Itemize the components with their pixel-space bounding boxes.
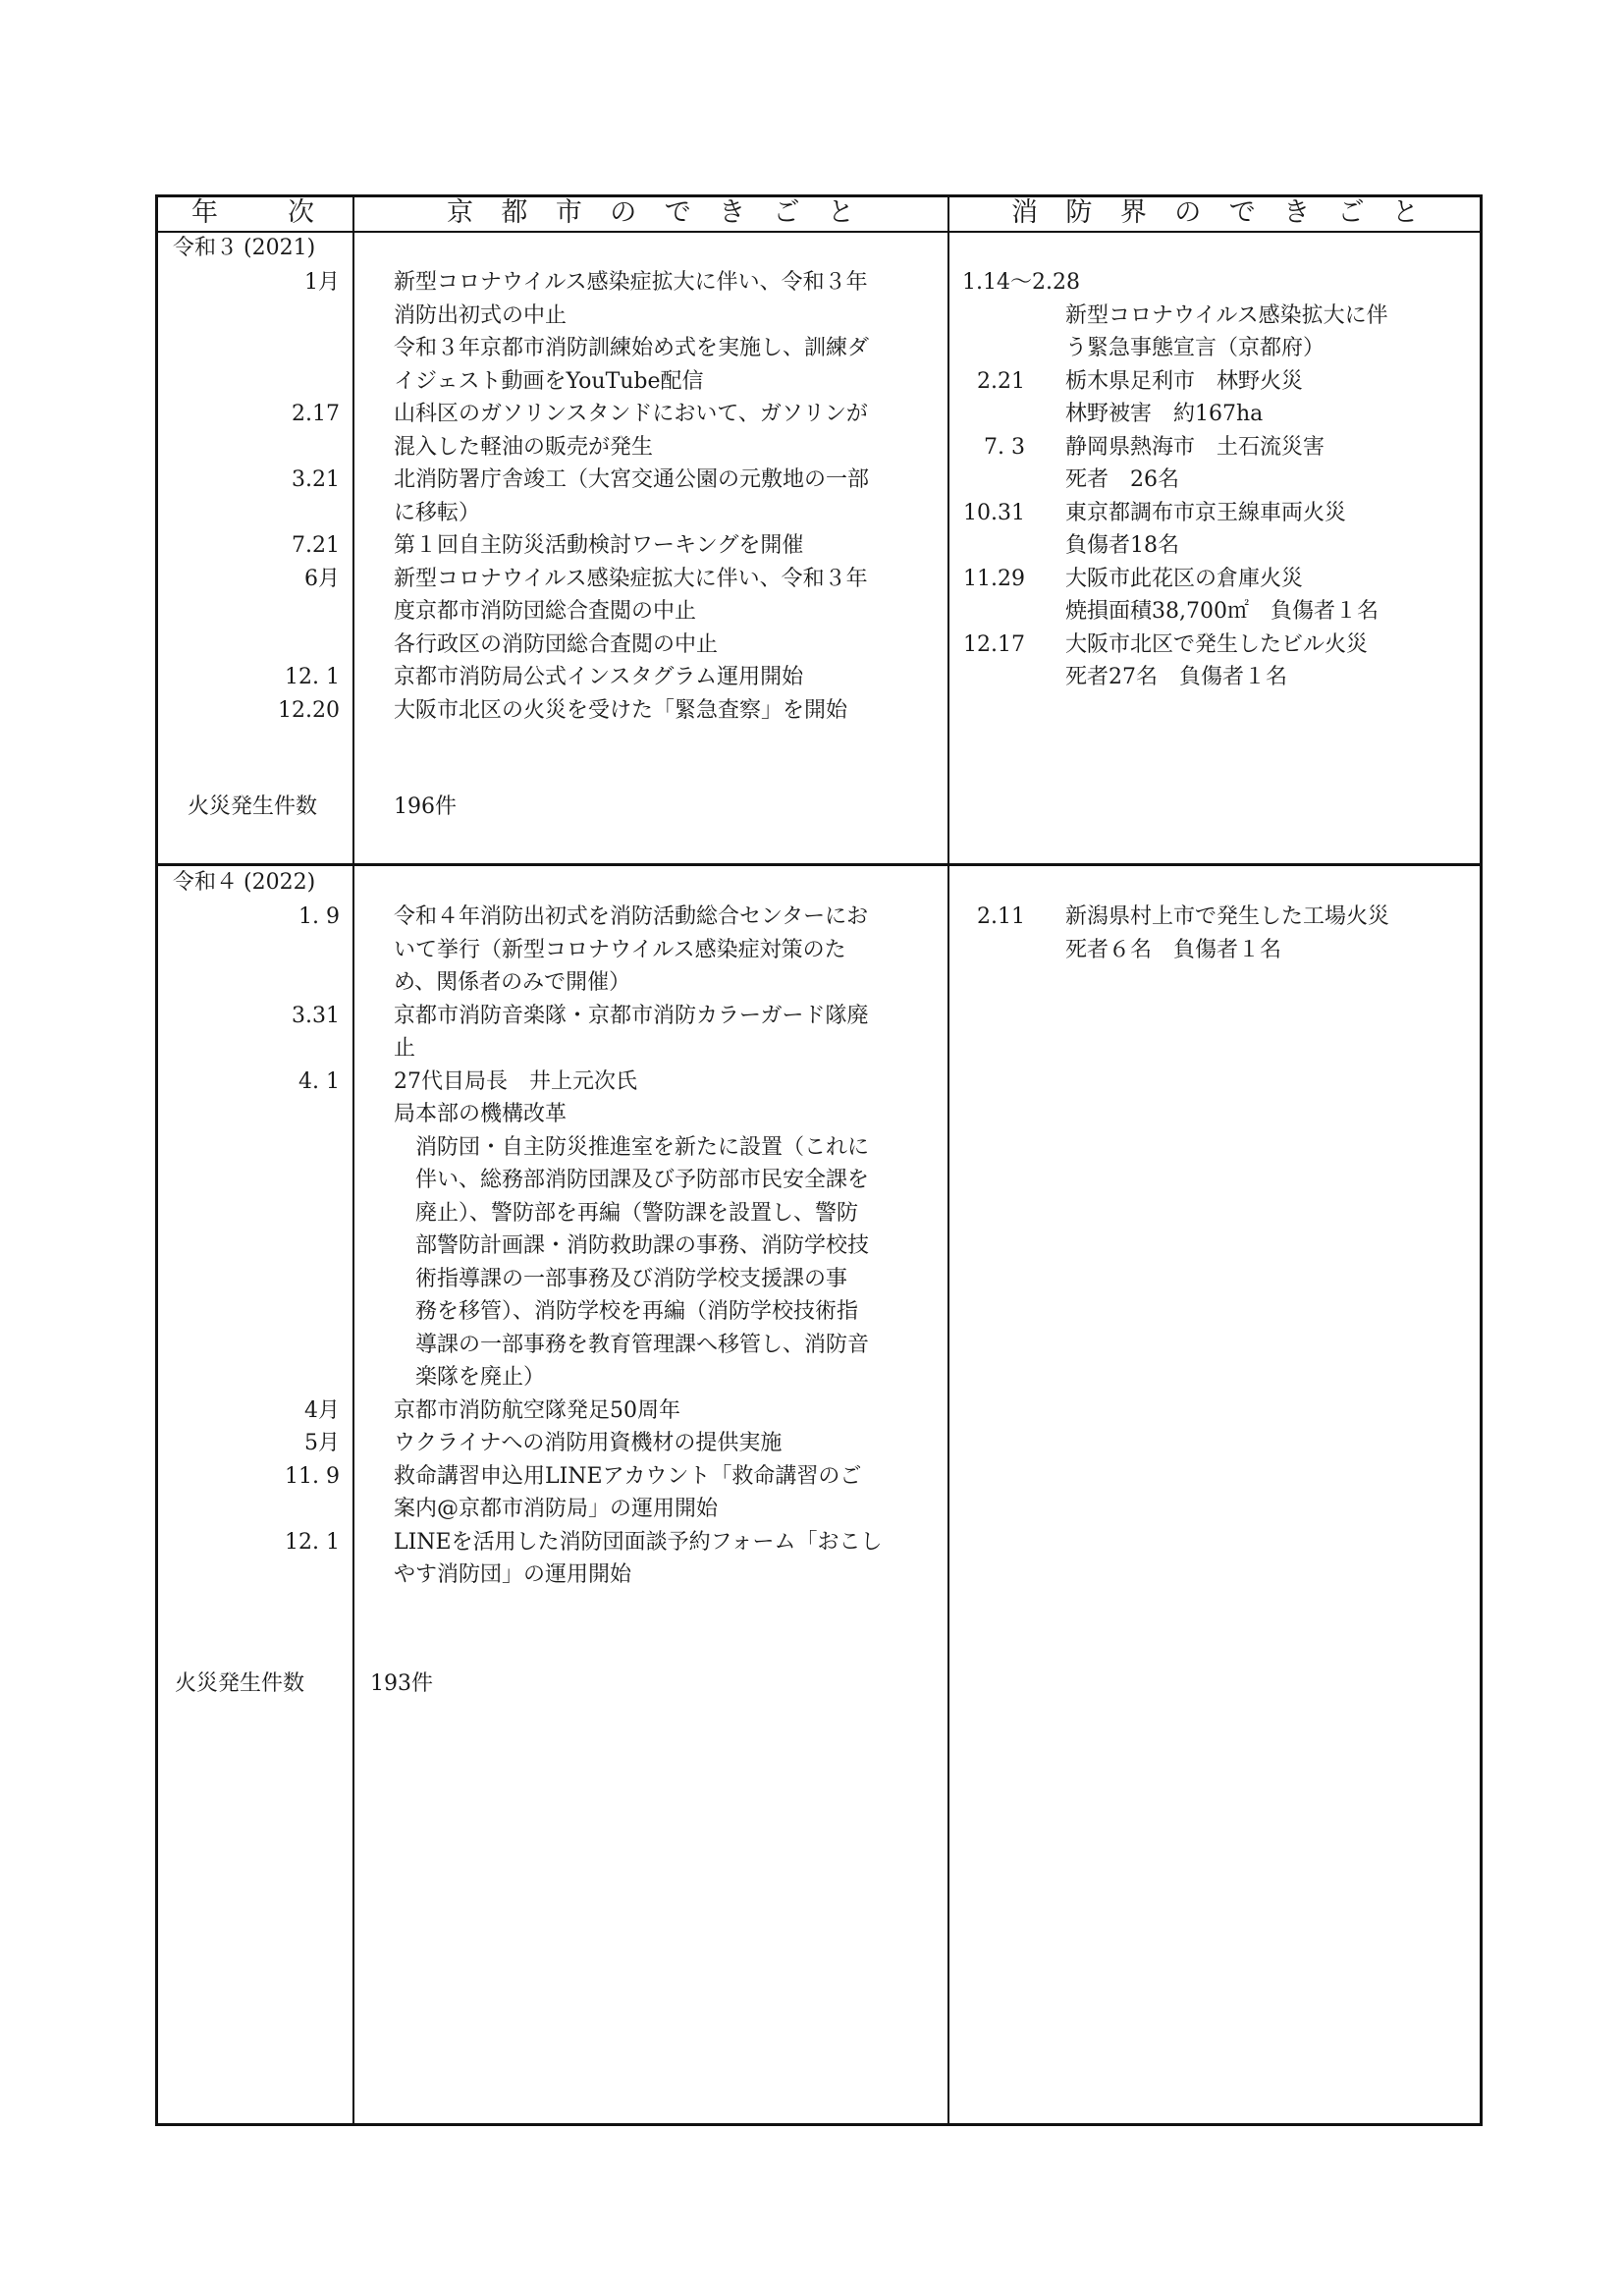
event-date: 4月	[304, 1397, 340, 1423]
kyoto-event-line: 救命講習申込用LINEアカウント「救命講習のご	[394, 1463, 862, 1489]
kyoto-event-line: 大阪市北区の火災を受けた「緊急査察」を開始	[394, 697, 848, 723]
fire-event-line: 死者 26名	[1065, 467, 1179, 492]
fire-count-label: 火災発生件数	[175, 1671, 305, 1696]
header-year-char: 次	[288, 197, 314, 228]
header-kyoto-events	[447, 196, 854, 230]
kyoto-event-line: 京都市消防航空隊発足50周年	[394, 1397, 680, 1423]
kyoto-event-line: 止	[394, 1036, 416, 1061]
header-char: 都	[501, 197, 528, 228]
event-date: 3.31	[292, 1003, 340, 1028]
kyoto-event-line: 令和３年京都市消防訓練始め式を実施し、訓練ダ	[394, 336, 870, 360]
era-name: 令和３	[173, 236, 239, 260]
fire-event-line: 大阪市北区で発生したビル火災	[1065, 631, 1369, 657]
kyoto-event-line: 術指導課の一部事務及び消防学校支援課の事	[394, 1266, 848, 1291]
era-year: (2022)	[243, 870, 316, 895]
fire-event-date: 2.21	[977, 368, 1025, 394]
fire-event-line: う緊急事態宣言（京都府）	[1065, 336, 1325, 360]
event-date: 6月	[304, 566, 340, 591]
event-date: 1月	[304, 270, 340, 295]
kyoto-event-line: 第１回自主防災活動検討ワーキングを開催	[394, 533, 804, 558]
fire-count-value: 196件	[394, 794, 457, 819]
kyoto-event-line: 山科区のガソリンスタンドにおいて、ガソリンが	[394, 402, 868, 426]
table-border-right	[1480, 194, 1483, 2126]
table-border-left	[155, 194, 158, 2126]
column-divider-2	[947, 194, 949, 2126]
header-char: ご	[773, 197, 800, 228]
fire-event-date: 12.17	[963, 631, 1025, 657]
header-char: 市	[555, 197, 582, 228]
kyoto-event-line: イジェスト動画をYouTube配信	[394, 368, 704, 394]
fire-event-line: 東京都調布市京王線車両火災	[1065, 500, 1347, 525]
fire-event-line: 負傷者18名	[1065, 533, 1179, 558]
kyoto-event-line: 消防出初式の中止	[394, 302, 568, 328]
era-label	[173, 234, 315, 263]
kyoto-event-line: 27代目局長 井上元次氏	[394, 1068, 637, 1094]
header-year	[191, 196, 314, 230]
kyoto-event-line: 伴い、総務部消防団課及び予防部市民安全課を	[394, 1168, 870, 1192]
header-char: 界	[1119, 197, 1147, 228]
era-name: 令和４	[173, 870, 239, 895]
kyoto-event-line: 消防団・自主防災推進室を新たに設置（これに	[394, 1134, 870, 1160]
fire-event-line: 死者27名 負傷者１名	[1065, 665, 1287, 689]
kyoto-event-line: 新型コロナウイルス感染症拡大に伴い、令和３年	[394, 270, 868, 295]
era-year: (2021)	[243, 236, 316, 260]
kyoto-event-line: 案内@京都市消防局」の運用開始	[394, 1497, 719, 1521]
kyoto-event-line: 京都市消防音楽隊・京都市消防カラーガード隊廃	[394, 1003, 869, 1028]
fire-event-date: 1.14〜2.28	[962, 270, 1080, 295]
header-char: き	[719, 197, 746, 228]
header-char: の	[610, 197, 637, 228]
kyoto-event-line: やす消防団」の運用開始	[394, 1562, 632, 1587]
event-date: 4. 1	[298, 1068, 340, 1094]
event-date: 5月	[304, 1431, 340, 1455]
fire-event-date: 11.29	[963, 566, 1025, 591]
fire-event-date: 2.11	[977, 904, 1025, 929]
column-divider-1	[352, 194, 354, 2126]
header-fire-events	[1011, 196, 1419, 230]
event-date: 1. 9	[298, 904, 340, 929]
event-date: 12. 1	[285, 665, 340, 689]
fire-event-line: 静岡県熱海市 土石流災害	[1065, 434, 1325, 460]
kyoto-event-line: 度京都市消防団総合査閲の中止	[394, 599, 697, 624]
kyoto-event-line: 北消防署庁舎竣工（大宮交通公園の元敷地の一部	[394, 467, 870, 492]
fire-event-line: 大阪市此花区の倉庫火災	[1065, 566, 1304, 591]
event-date: 12. 1	[285, 1529, 340, 1555]
fire-event-date: 7. 3	[984, 434, 1025, 460]
kyoto-event-line: ウクライナへの消防用資機材の提供実施	[394, 1431, 783, 1455]
era-label	[173, 868, 315, 898]
kyoto-event-line: 導課の一部事務を教育管理課へ移管し、消防音	[394, 1332, 870, 1357]
fire-event-line: 焼損面積38,700㎡ 負傷者１名	[1065, 599, 1379, 624]
kyoto-event-line: LINEを活用した消防団面談予約フォーム「おこし	[394, 1529, 883, 1555]
kyoto-event-line: 令和４年消防出初式を消防活動総合センターにお	[394, 904, 869, 929]
kyoto-event-line: 京都市消防局公式インスタグラム運用開始	[394, 665, 804, 689]
header-char: の	[1174, 197, 1202, 228]
kyoto-event-line: いて挙行（新型コロナウイルス感染症対策のた	[394, 937, 846, 962]
kyoto-event-line: に移転）	[394, 500, 481, 525]
event-date: 7.21	[292, 533, 340, 558]
kyoto-event-line: 局本部の機構改革	[394, 1102, 568, 1126]
kyoto-event-line: 楽隊を廃止）	[394, 1365, 546, 1390]
fire-event-line: 新潟県村上市で発生した工場火災	[1065, 904, 1390, 929]
header-char: で	[1228, 197, 1256, 228]
kyoto-event-line: 部警防計画課・消防救助課の事務、消防学校技	[394, 1233, 870, 1258]
fire-event-line: 死者６名 負傷者１名	[1065, 937, 1282, 962]
header-char: と	[1391, 197, 1419, 228]
header-char: 消	[1011, 197, 1038, 228]
kyoto-event-line: 新型コロナウイルス感染症拡大に伴い、令和３年	[394, 566, 868, 591]
fire-event-line: 林野被害 約167ha	[1065, 402, 1264, 426]
header-char: ご	[1337, 197, 1365, 228]
kyoto-event-line: 廃止）、警防部を再編（警防課を設置し、警防	[394, 1200, 859, 1226]
kyoto-event-line: め、関係者のみで開催）	[394, 970, 631, 995]
fire-event-date: 10.31	[963, 500, 1025, 525]
header-char: と	[827, 197, 854, 228]
header-char: き	[1283, 197, 1311, 228]
fire-event-line: 栃木県足利市 林野火災	[1065, 368, 1304, 394]
event-date: 2.17	[292, 402, 340, 426]
event-date: 11. 9	[285, 1463, 340, 1489]
kyoto-event-line: 混入した軽油の販売が発生	[394, 434, 654, 460]
kyoto-event-line: 各行政区の消防団総合査閲の中止	[394, 631, 719, 657]
event-date: 3.21	[292, 467, 340, 492]
header-char: 京	[447, 197, 473, 228]
fire-event-line: 新型コロナウイルス感染拡大に伴	[1065, 302, 1388, 328]
kyoto-event-line: 務を移管）、消防学校を再編（消防学校技術指	[394, 1299, 859, 1324]
event-date: 12.20	[278, 697, 340, 723]
header-char: で	[664, 197, 691, 228]
fire-count-label: 火災発生件数	[188, 794, 318, 819]
header-year-char: 年	[191, 197, 218, 228]
fire-count-value: 193件	[370, 1671, 433, 1696]
header-char: 防	[1065, 197, 1093, 228]
